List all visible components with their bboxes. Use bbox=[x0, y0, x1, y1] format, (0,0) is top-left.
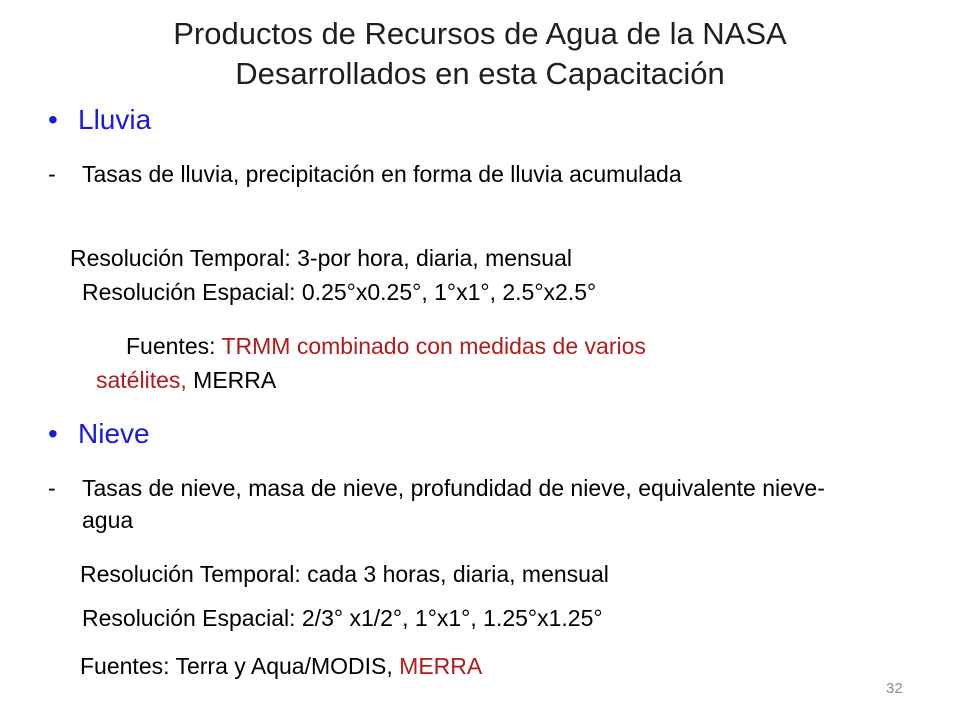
bullet-dot-icon: • bbox=[48, 104, 58, 135]
rain-sources-merra: MERRA bbox=[186, 367, 277, 393]
dash-marker: - bbox=[48, 475, 56, 501]
bullet-lluvia bbox=[48, 104, 151, 136]
rain-sources-line-1 bbox=[126, 330, 646, 362]
snow-spatial-resolution: Resolución Espacial: 2/3° x1/2°, 1°x1°, 1.25°x1.25° bbox=[82, 605, 603, 631]
snow-sources-label: Fuentes: Terra y Aqua/MODIS, bbox=[80, 653, 400, 679]
rain-spatial-resolution: Resolución Espacial: 0.25°x0.25°, 1°x1°, 2.5°x2.5° bbox=[82, 279, 597, 305]
rain-sources-label: Fuentes: bbox=[126, 333, 222, 359]
bullet-lluvia-label: Lluvia bbox=[78, 104, 152, 135]
slide-title-line-2: Desarrollados en esta Capacitación bbox=[235, 56, 725, 91]
snow-sources-highlight: MERRA bbox=[399, 653, 483, 679]
bullet-dot-icon: • bbox=[48, 418, 58, 449]
snow-temporal-resolution: Resolución Temporal: cada 3 horas, diaria, mensual bbox=[80, 561, 609, 587]
slide-title bbox=[60, 14, 900, 94]
rain-sources-highlight: TRMM combinado con medidas de varios bbox=[221, 333, 646, 359]
rain-sources-highlight-2: satélites, bbox=[96, 367, 187, 393]
rain-description-text: Tasas de lluvia, precipitación en forma de lluvia acumulada bbox=[82, 161, 682, 187]
bullet-nieve bbox=[48, 418, 150, 450]
rain-description bbox=[48, 158, 868, 190]
snow-description bbox=[48, 472, 868, 536]
bullet-nieve-label: Nieve bbox=[78, 418, 150, 449]
page-number: 32 bbox=[886, 680, 903, 697]
slide-title-line-1: Productos de Recursos de Agua de la NASA bbox=[173, 16, 787, 51]
dash-marker: - bbox=[48, 161, 56, 187]
snow-sources bbox=[80, 650, 482, 682]
rain-temporal-resolution: Resolución Temporal: 3-por hora, diaria, mensual bbox=[70, 245, 573, 271]
rain-sources-line-2 bbox=[96, 364, 276, 396]
snow-description-text: Tasas de nieve, masa de nieve, profundidad de nieve, equivalente nieve-agua bbox=[82, 475, 825, 533]
